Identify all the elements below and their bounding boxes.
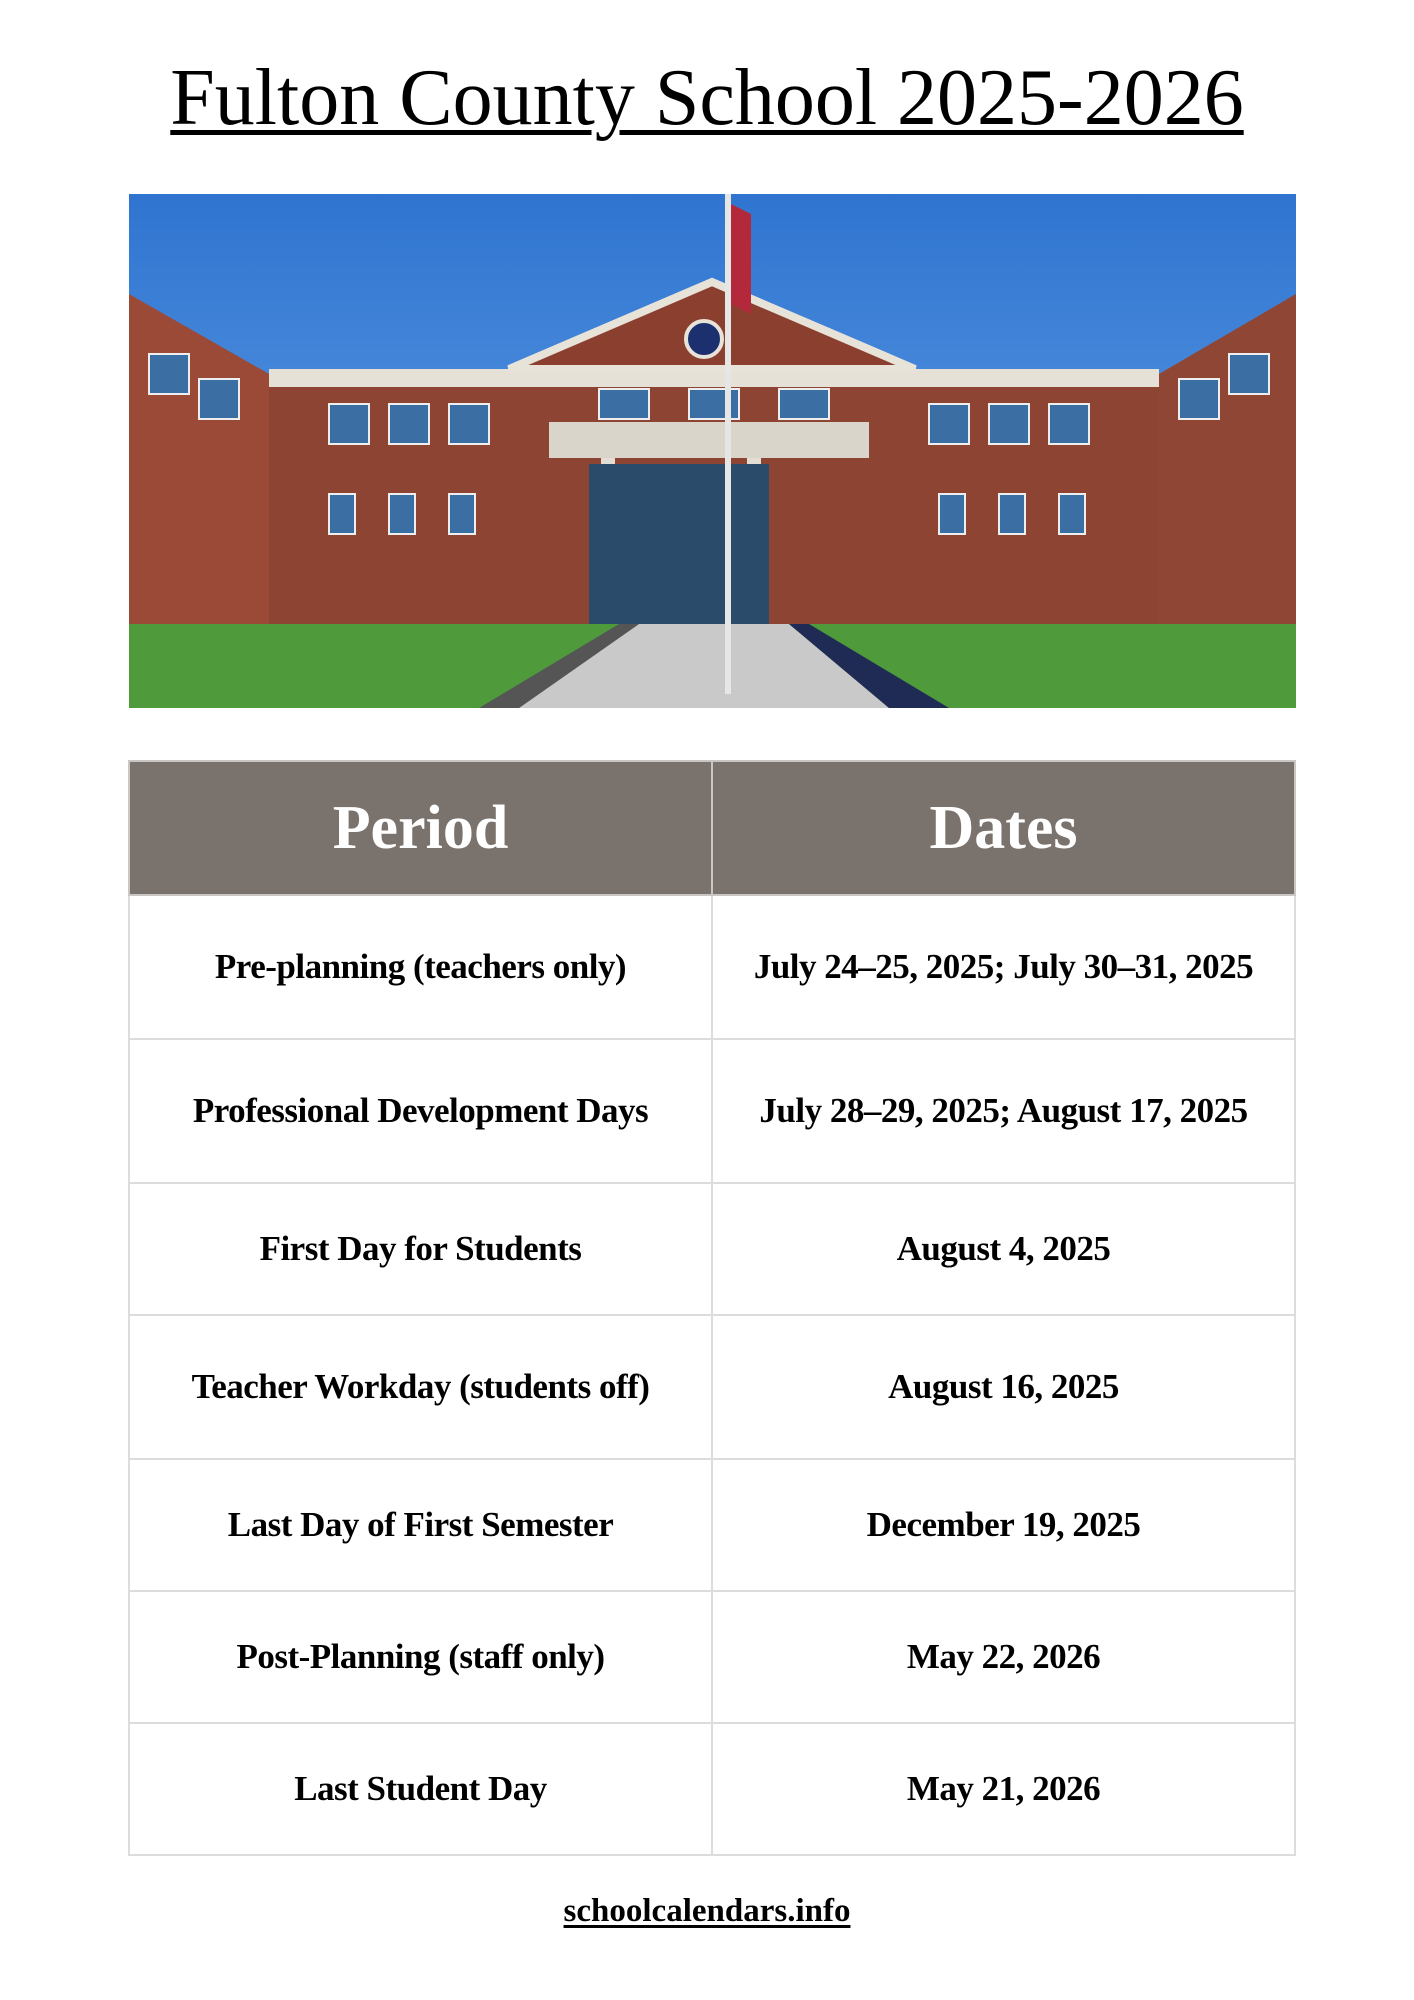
period-cell: Teacher Workday (students off) — [129, 1315, 712, 1459]
school-building-photo — [129, 194, 1296, 708]
period-cell: Professional Development Days — [129, 1039, 712, 1183]
period-cell: Last Student Day — [129, 1723, 712, 1855]
building-illustration — [129, 194, 1296, 708]
period-cell: Post-Planning (staff only) — [129, 1591, 712, 1723]
table-row — [129, 895, 1295, 1039]
calendar-table — [128, 760, 1296, 1856]
dates-cell: December 19, 2025 — [712, 1459, 1295, 1591]
dates-cell: August 4, 2025 — [712, 1183, 1295, 1315]
period-cell: Last Day of First Semester — [129, 1459, 712, 1591]
dates-cell: May 21, 2026 — [712, 1723, 1295, 1855]
period-cell: First Day for Students — [129, 1183, 712, 1315]
dates-cell: August 16, 2025 — [712, 1315, 1295, 1459]
page-title: Fulton County School 2025-2026 — [170, 54, 1244, 142]
source-link[interactable]: schoolcalendars.info — [563, 1893, 851, 1929]
period-cell: Pre-planning (teachers only) — [129, 895, 712, 1039]
dates-column-header: Dates — [712, 761, 1295, 895]
table-row — [129, 1723, 1295, 1855]
dates-cell: May 22, 2026 — [712, 1591, 1295, 1723]
table-row — [129, 1591, 1295, 1723]
dates-cell: July 28–29, 2025; August 17, 2025 — [712, 1039, 1295, 1183]
table-row — [129, 1039, 1295, 1183]
table-row — [129, 1315, 1295, 1459]
dates-cell: July 24–25, 2025; July 30–31, 2025 — [712, 895, 1295, 1039]
table-header-row — [129, 761, 1295, 895]
table-row — [129, 1459, 1295, 1591]
table-row — [129, 1183, 1295, 1315]
period-column-header: Period — [129, 761, 712, 895]
